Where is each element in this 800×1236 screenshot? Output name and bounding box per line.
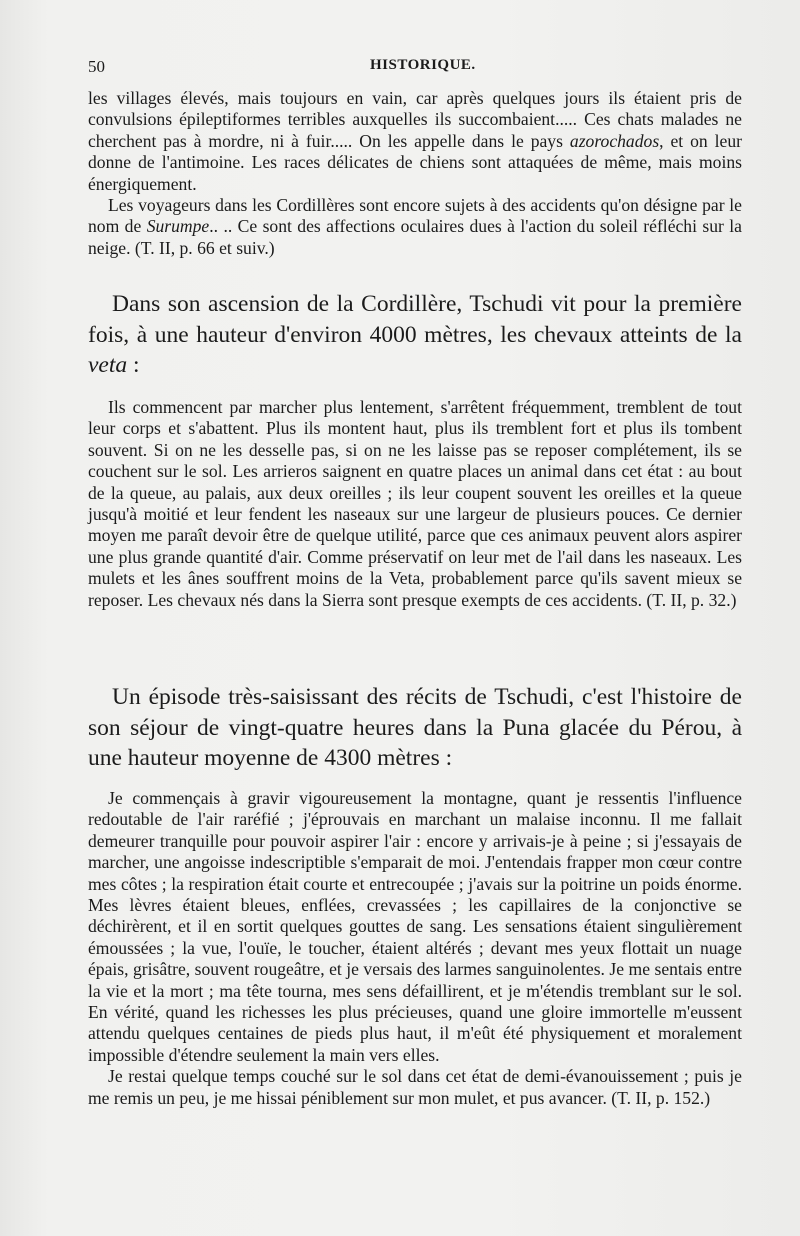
main-paragraph-2 (88, 682, 742, 774)
main-paragraph-1: Dans son ascension de la Cordillère, Tschudi vit pour la première fois, à une hauteur d'environ 4000 mètres, les chevaux atteints de la veta : (88, 291, 742, 378)
quotation-2-paragraph-1: Je commençais à gravir vigoureusement la montagne, quant je ressentis l'influence redoutable de l'air raréfié ; j'éprouvais en marchant un malaise inconnu. Il me fallait demeurer tranquille pour pouvoir aspirer l'air : encore y arrivais-je à peine ; si j'essayais de marcher, une angoisse indescriptible s'emparait de moi. J'entendais frapper mon cœur contre mes côtes ; la respiration était courte et entrecoupée ; j'avais sur la poitrine un poids énorme. Mes lèvres étaient bleues, enflées, crevassées ; les capillaires de la conjonctive se déchirèrent, et il en sortit quelques gouttes de sang. Les sensations étaient singulièrement émoussées ; la vue, l'ouïe, le toucher, étaient altérés ; devant mes yeux flottait un nuage épais, grisâtre, souvent rougeâtre, et je versais des larmes sanguinolentes. Je me sentais entre la vie et la mort ; ma tête tourna, mes sens défaillirent, et je m'étendis tremblant sur le sol. En vérité, quand les richesses les plus précieuses, quand une gloire immortelle m'eussent attendu quelques centaines de pieds plus haut, il m'eût été physiquement et moralement impossible d'étendre seulement la main vers elles. (88, 788, 742, 1065)
quotation-2-paragraph-2: Je restai quelque temps couché sur le sol dans cet état de demi-évanouissement ; puis je me remis un peu, je me hissai péniblement sur mon mulet, et pus avancer. (T. II, p. 152.) (88, 1066, 742, 1108)
italic-term-azorochados: azorochados (569, 130, 660, 151)
quotation-1 (88, 397, 742, 611)
page-number: 50 (88, 57, 105, 76)
quotation-2 (88, 788, 742, 1109)
intro-paragraph-1: les villages élevés, mais toujours en vain, car après quelques jours ils étaient pris de convulsions épileptiformes terribles auxquelles ils succombaient..... Ces chats malades ne cherchent pas à mordre, ni à fuir..... On les appelle dans le pays azorochados, et on leur donne de l'antimoine. Les races délicates de chiens sont attaquées de même, mais moins énergiquement. (88, 88, 743, 194)
running-title: HISTORIQUE. (370, 57, 476, 73)
quotation-1-text: Ils commencent par marcher plus lentement, s'arrêtent fréquemment, tremblent de tout leur corps et s'abattent. Plus ils montent haut, plus ils tremblent fort et plus ils tombent souvent. Si on ne les desselle pas, si on ne les laisse pas se reposer complétement, ils se couchent sur le sol. Les arrieros saignent en quatre places un animal dans cet état : au bout de la queue, au palais, aux deux oreilles ; ils leur coupent souvent les oreilles et la queue jusqu'à moitié et leur fendent les naseaux sur une largeur de plusieurs pouces. Ce dernier moyen me paraît devoir être de quelque utilité, parce que ces animaux peuvent alors aspirer une plus grande quantité d'air. Comme préservatif on leur met de l'ail dans les naseaux. Les mulets et les ânes souffrent moins de la Veta, probablement parce qu'ils savent mieux se reposer. Les chevaux nés dans la Sierra sont presque exempts de ces accidents. (T. II, p. 32.) (88, 397, 742, 610)
page-header (88, 57, 740, 81)
italic-term-veta: veta (88, 352, 128, 378)
main-paragraph-2-text: Un épisode très-saisissant des récits de Tschudi, c'est l'histoire de son séjour de vingt-quatre heures dans la Puna glacée du Pérou, à une hauteur moyenne de 4300 mètres : (88, 684, 742, 771)
intro-paragraph-2: Les voyageurs dans les Cordillères sont encore sujets à des accidents qu'on désigne par le nom de Surumpe.. .. Ce sont des affections oculaires dues à l'action du soleil réfléchi sur la neige. (T. II, p. 66 et suiv.) (88, 195, 742, 258)
intro-text-block (88, 88, 742, 259)
italic-term-surumpe: Surumpe (146, 216, 210, 237)
